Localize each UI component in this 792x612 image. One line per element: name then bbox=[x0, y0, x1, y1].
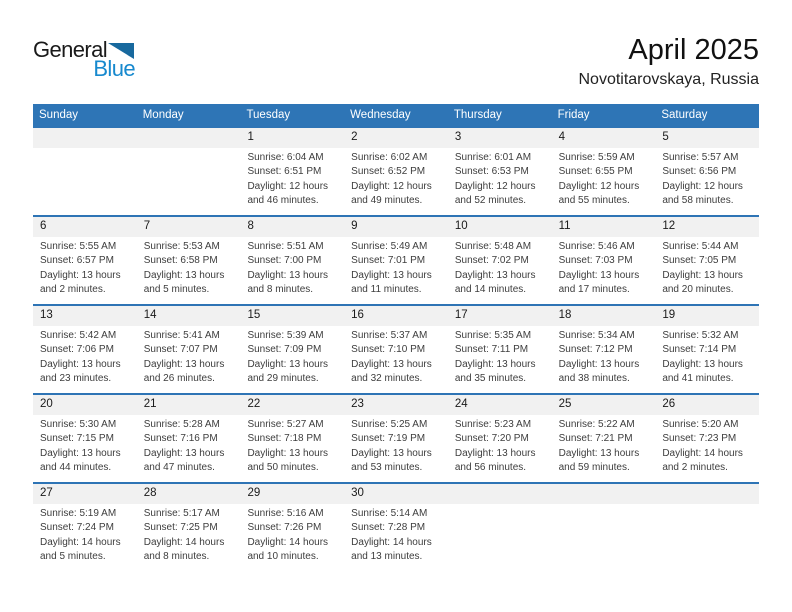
date-number: 24 bbox=[454, 398, 468, 410]
date-strip bbox=[344, 484, 448, 504]
calendar-cell-13 bbox=[33, 306, 137, 393]
daylight-text: Daylight: 13 hours and 11 minutes. bbox=[351, 269, 432, 296]
location-subtitle: Novotitarovskaya, Russia bbox=[578, 71, 759, 88]
date-number: 7 bbox=[143, 220, 151, 232]
calendar-cell-7 bbox=[137, 217, 241, 304]
daylight-text: Daylight: 13 hours and 5 minutes. bbox=[143, 269, 225, 296]
date-number: 16 bbox=[351, 309, 364, 321]
daylight-text: Daylight: 13 hours and 59 minutes. bbox=[558, 447, 640, 474]
calendar-cell-8 bbox=[240, 217, 344, 304]
daylight-text: Daylight: 14 hours and 13 minutes. bbox=[351, 536, 432, 563]
cell-body bbox=[240, 237, 344, 298]
sunrise-text: Sunrise: 5:20 AM bbox=[662, 419, 739, 430]
sunset-text: Sunset: 7:14 PM bbox=[662, 344, 737, 356]
date-strip bbox=[552, 484, 656, 504]
sunset-text: Sunset: 7:20 PM bbox=[454, 433, 529, 445]
cell-body bbox=[655, 504, 759, 507]
date-number: 27 bbox=[40, 487, 53, 499]
cell-body bbox=[137, 148, 241, 151]
sunset-text: Sunset: 7:19 PM bbox=[351, 433, 426, 445]
calendar-cell-25 bbox=[552, 395, 656, 482]
date-strip bbox=[33, 395, 137, 415]
date-strip bbox=[344, 306, 448, 326]
calendar-cell-1 bbox=[240, 128, 344, 215]
calendar-cell-5 bbox=[655, 128, 759, 215]
daylight-text: Daylight: 13 hours and 14 minutes. bbox=[454, 269, 536, 296]
daylight-text: Daylight: 12 hours and 46 minutes. bbox=[247, 180, 329, 207]
calendar-cell-10 bbox=[448, 217, 552, 304]
sunrise-text: Sunrise: 5:44 AM bbox=[662, 241, 739, 252]
daylight-text: Daylight: 14 hours and 2 minutes. bbox=[662, 447, 743, 474]
date-number: 4 bbox=[558, 131, 565, 143]
daylight-text: Daylight: 13 hours and 29 minutes. bbox=[247, 358, 329, 385]
date-strip bbox=[655, 306, 759, 326]
daylight-text: Daylight: 13 hours and 47 minutes. bbox=[143, 447, 225, 474]
cell-body bbox=[552, 504, 656, 507]
month-title: April 2025 bbox=[628, 34, 759, 66]
calendar-cell-30 bbox=[344, 484, 448, 571]
sunset-text: Sunset: 6:53 PM bbox=[454, 166, 529, 178]
date-number: 5 bbox=[662, 131, 669, 143]
calendar-cell-28 bbox=[137, 484, 241, 571]
daylight-text: Daylight: 13 hours and 38 minutes. bbox=[558, 358, 640, 385]
date-number: 30 bbox=[351, 487, 364, 499]
cell-body bbox=[655, 326, 759, 387]
calendar-cell-9 bbox=[344, 217, 448, 304]
sunset-text: Sunset: 6:57 PM bbox=[40, 255, 114, 267]
calendar-cell-empty bbox=[33, 128, 137, 215]
cell-body bbox=[137, 237, 241, 298]
date-number: 8 bbox=[247, 220, 254, 232]
calendar-cell-3 bbox=[448, 128, 552, 215]
sunset-text: Sunset: 6:56 PM bbox=[662, 166, 737, 178]
date-number: 29 bbox=[247, 487, 261, 499]
date-strip bbox=[240, 395, 344, 415]
calendar-cell-17 bbox=[448, 306, 552, 393]
cell-body bbox=[240, 148, 344, 209]
calendar-weeks bbox=[33, 126, 759, 571]
calendar-cell-26 bbox=[655, 395, 759, 482]
cell-body bbox=[655, 148, 759, 209]
cell-body bbox=[344, 148, 448, 209]
sunset-text: Sunset: 7:15 PM bbox=[40, 433, 114, 445]
date-number: 1 bbox=[247, 131, 254, 143]
date-strip bbox=[344, 217, 448, 237]
day-header-monday: Monday bbox=[142, 109, 184, 121]
daylight-text: Daylight: 12 hours and 52 minutes. bbox=[454, 180, 536, 207]
sunset-text: Sunset: 6:58 PM bbox=[143, 255, 218, 267]
cell-body bbox=[344, 415, 448, 476]
date-strip bbox=[240, 128, 344, 148]
sunrise-text: Sunrise: 5:41 AM bbox=[143, 330, 220, 341]
sunrise-text: Sunrise: 5:51 AM bbox=[247, 241, 324, 252]
date-number: 12 bbox=[662, 220, 676, 232]
sunset-text: Sunset: 6:52 PM bbox=[351, 166, 426, 178]
sunset-text: Sunset: 6:51 PM bbox=[247, 166, 322, 178]
date-number: 9 bbox=[351, 220, 358, 232]
calendar-cell-empty bbox=[655, 484, 759, 571]
cell-body bbox=[344, 504, 448, 565]
sunrise-text: Sunrise: 5:17 AM bbox=[143, 508, 220, 519]
calendar-cell-23 bbox=[344, 395, 448, 482]
sunrise-text: Sunrise: 5:23 AM bbox=[454, 419, 532, 430]
cell-body bbox=[344, 237, 448, 298]
date-strip bbox=[448, 128, 552, 148]
date-strip bbox=[33, 484, 137, 504]
cell-body bbox=[33, 326, 137, 387]
sunrise-text: Sunrise: 5:42 AM bbox=[40, 330, 117, 341]
sunset-text: Sunset: 7:23 PM bbox=[662, 433, 737, 445]
calendar-cell-24 bbox=[448, 395, 552, 482]
logo-text-blue: Blue bbox=[93, 56, 135, 81]
date-strip bbox=[552, 128, 656, 148]
date-number: 25 bbox=[558, 398, 572, 410]
cell-body bbox=[137, 326, 241, 387]
cell-body bbox=[448, 415, 552, 476]
cell-body bbox=[240, 504, 344, 565]
day-header-sunday: Sunday bbox=[39, 109, 79, 121]
date-strip bbox=[448, 395, 552, 415]
title-block bbox=[578, 34, 759, 90]
date-number: 20 bbox=[40, 398, 53, 410]
date-number: 21 bbox=[143, 398, 157, 410]
cell-body bbox=[137, 504, 241, 565]
cell-body bbox=[344, 326, 448, 387]
week-row-1 bbox=[33, 126, 759, 215]
sunrise-text: Sunrise: 5:30 AM bbox=[40, 419, 117, 430]
sunset-text: Sunset: 7:16 PM bbox=[143, 433, 218, 445]
sunrise-text: Sunrise: 6:02 AM bbox=[351, 152, 428, 163]
date-strip bbox=[552, 306, 656, 326]
sunset-text: Sunset: 7:00 PM bbox=[247, 255, 322, 267]
sunset-text: Sunset: 7:07 PM bbox=[143, 344, 218, 356]
date-strip bbox=[448, 484, 552, 504]
cell-body bbox=[33, 415, 137, 476]
date-number: 17 bbox=[454, 309, 468, 321]
day-header-thursday: Thursday bbox=[453, 109, 502, 121]
date-strip bbox=[137, 484, 241, 504]
daylight-text: Daylight: 12 hours and 58 minutes. bbox=[662, 180, 743, 207]
week-row-4 bbox=[33, 393, 759, 482]
calendar-cell-21 bbox=[137, 395, 241, 482]
calendar-cell-6 bbox=[33, 217, 137, 304]
week-row-2 bbox=[33, 215, 759, 304]
sunset-text: Sunset: 7:28 PM bbox=[351, 522, 426, 534]
date-strip bbox=[137, 217, 241, 237]
cell-body bbox=[33, 504, 137, 565]
date-strip bbox=[33, 306, 137, 326]
date-number: 18 bbox=[558, 309, 572, 321]
sunrise-text: Sunrise: 5:14 AM bbox=[351, 508, 428, 519]
date-strip bbox=[552, 395, 656, 415]
cell-body bbox=[33, 148, 137, 151]
daylight-text: Daylight: 12 hours and 55 minutes. bbox=[558, 180, 640, 207]
sunrise-text: Sunrise: 5:27 AM bbox=[247, 419, 324, 430]
sunset-text: Sunset: 7:18 PM bbox=[247, 433, 322, 445]
cell-body bbox=[655, 415, 759, 476]
cell-body bbox=[240, 326, 344, 387]
day-header-saturday: Saturday bbox=[661, 109, 708, 121]
sunset-text: Sunset: 7:12 PM bbox=[558, 344, 633, 356]
daylight-text: Daylight: 13 hours and 50 minutes. bbox=[247, 447, 329, 474]
cell-body bbox=[552, 237, 656, 298]
page-header bbox=[33, 34, 759, 90]
general-blue-logo bbox=[33, 34, 135, 79]
cell-body bbox=[33, 237, 137, 298]
calendar-cell-empty bbox=[137, 128, 241, 215]
daylight-text: Daylight: 14 hours and 8 minutes. bbox=[143, 536, 225, 563]
date-strip bbox=[137, 306, 241, 326]
sunset-text: Sunset: 7:10 PM bbox=[351, 344, 426, 356]
day-header-tuesday: Tuesday bbox=[246, 109, 291, 121]
cell-body bbox=[655, 237, 759, 298]
date-strip bbox=[655, 217, 759, 237]
date-strip bbox=[33, 128, 137, 148]
daylight-text: Daylight: 14 hours and 10 minutes. bbox=[247, 536, 329, 563]
daylight-text: Daylight: 13 hours and 26 minutes. bbox=[143, 358, 225, 385]
week-row-3 bbox=[33, 304, 759, 393]
date-strip bbox=[344, 395, 448, 415]
calendar-cell-12 bbox=[655, 217, 759, 304]
date-strip bbox=[33, 217, 137, 237]
date-strip bbox=[655, 128, 759, 148]
date-strip bbox=[137, 395, 241, 415]
date-number: 22 bbox=[247, 398, 261, 410]
date-strip bbox=[240, 484, 344, 504]
sunrise-text: Sunrise: 6:04 AM bbox=[247, 152, 324, 163]
sunrise-text: Sunrise: 5:34 AM bbox=[558, 330, 635, 341]
cell-body bbox=[552, 326, 656, 387]
sunrise-text: Sunrise: 5:37 AM bbox=[351, 330, 428, 341]
date-strip bbox=[240, 306, 344, 326]
sunrise-text: Sunrise: 5:19 AM bbox=[40, 508, 117, 519]
calendar-cell-2 bbox=[344, 128, 448, 215]
daylight-text: Daylight: 13 hours and 17 minutes. bbox=[558, 269, 640, 296]
calendar-cell-29 bbox=[240, 484, 344, 571]
sunrise-text: Sunrise: 5:39 AM bbox=[247, 330, 324, 341]
calendar-cell-16 bbox=[344, 306, 448, 393]
sunrise-text: Sunrise: 5:53 AM bbox=[143, 241, 220, 252]
daylight-text: Daylight: 13 hours and 56 minutes. bbox=[454, 447, 536, 474]
calendar-cell-19 bbox=[655, 306, 759, 393]
day-header-friday: Friday bbox=[557, 109, 590, 121]
sunset-text: Sunset: 7:24 PM bbox=[40, 522, 114, 534]
date-number: 3 bbox=[454, 131, 462, 143]
sunrise-text: Sunrise: 5:16 AM bbox=[247, 508, 324, 519]
sunrise-text: Sunrise: 5:32 AM bbox=[662, 330, 739, 341]
day-header-wednesday: Wednesday bbox=[350, 109, 411, 121]
calendar-cell-14 bbox=[137, 306, 241, 393]
sunset-text: Sunset: 7:03 PM bbox=[558, 255, 633, 267]
daylight-text: Daylight: 13 hours and 2 minutes. bbox=[40, 269, 121, 296]
cell-body bbox=[552, 415, 656, 476]
date-number: 2 bbox=[351, 131, 358, 143]
sunset-text: Sunset: 7:01 PM bbox=[351, 255, 426, 267]
sunset-text: Sunset: 6:55 PM bbox=[558, 166, 633, 178]
cell-body bbox=[448, 237, 552, 298]
sunset-text: Sunset: 7:21 PM bbox=[558, 433, 633, 445]
date-number: 15 bbox=[247, 309, 261, 321]
sunset-text: Sunset: 7:09 PM bbox=[247, 344, 322, 356]
daylight-text: Daylight: 13 hours and 8 minutes. bbox=[247, 269, 329, 296]
daylight-text: Daylight: 13 hours and 53 minutes. bbox=[351, 447, 432, 474]
daylight-text: Daylight: 13 hours and 35 minutes. bbox=[454, 358, 536, 385]
sunrise-text: Sunrise: 5:28 AM bbox=[143, 419, 220, 430]
day-header-row bbox=[33, 104, 759, 126]
sunrise-text: Sunrise: 5:49 AM bbox=[351, 241, 428, 252]
sunset-text: Sunset: 7:11 PM bbox=[454, 344, 529, 356]
week-row-5 bbox=[33, 482, 759, 571]
daylight-text: Daylight: 13 hours and 23 minutes. bbox=[40, 358, 121, 385]
calendar-cell-empty bbox=[448, 484, 552, 571]
date-strip bbox=[240, 217, 344, 237]
sunrise-text: Sunrise: 6:01 AM bbox=[454, 152, 532, 163]
daylight-text: Daylight: 13 hours and 20 minutes. bbox=[662, 269, 743, 296]
date-strip bbox=[137, 128, 241, 148]
logo-text-general: General bbox=[33, 37, 108, 62]
cell-body bbox=[448, 326, 552, 387]
date-strip bbox=[655, 395, 759, 415]
date-strip bbox=[655, 484, 759, 504]
calendar-cell-11 bbox=[552, 217, 656, 304]
calendar-cell-27 bbox=[33, 484, 137, 571]
date-number: 11 bbox=[558, 220, 571, 232]
calendar-cell-20 bbox=[33, 395, 137, 482]
sunrise-text: Sunrise: 5:46 AM bbox=[558, 241, 635, 252]
sunset-text: Sunset: 7:02 PM bbox=[454, 255, 529, 267]
date-number: 6 bbox=[40, 220, 47, 232]
date-number: 28 bbox=[143, 487, 157, 499]
date-strip bbox=[344, 128, 448, 148]
cell-body bbox=[448, 148, 552, 209]
calendar-cell-empty bbox=[552, 484, 656, 571]
calendar-table bbox=[33, 104, 759, 571]
sunset-text: Sunset: 7:05 PM bbox=[662, 255, 737, 267]
daylight-text: Daylight: 13 hours and 32 minutes. bbox=[351, 358, 432, 385]
sunset-text: Sunset: 7:06 PM bbox=[40, 344, 114, 356]
date-number: 10 bbox=[454, 220, 468, 232]
date-strip bbox=[448, 306, 552, 326]
daylight-text: Daylight: 12 hours and 49 minutes. bbox=[351, 180, 432, 207]
calendar-cell-18 bbox=[552, 306, 656, 393]
cell-body bbox=[448, 504, 552, 507]
sunset-text: Sunset: 7:26 PM bbox=[247, 522, 322, 534]
sunset-text: Sunset: 7:25 PM bbox=[143, 522, 218, 534]
date-number: 13 bbox=[40, 309, 53, 321]
date-number: 14 bbox=[143, 309, 157, 321]
sunrise-text: Sunrise: 5:57 AM bbox=[662, 152, 739, 163]
date-number: 19 bbox=[662, 309, 676, 321]
sunrise-text: Sunrise: 5:35 AM bbox=[454, 330, 532, 341]
daylight-text: Daylight: 13 hours and 44 minutes. bbox=[40, 447, 121, 474]
sunrise-text: Sunrise: 5:22 AM bbox=[558, 419, 635, 430]
calendar-cell-22 bbox=[240, 395, 344, 482]
cell-body bbox=[552, 148, 656, 209]
sunrise-text: Sunrise: 5:48 AM bbox=[454, 241, 532, 252]
cell-body bbox=[137, 415, 241, 476]
date-number: 23 bbox=[351, 398, 364, 410]
date-strip bbox=[448, 217, 552, 237]
sunrise-text: Sunrise: 5:55 AM bbox=[40, 241, 117, 252]
sunrise-text: Sunrise: 5:25 AM bbox=[351, 419, 428, 430]
daylight-text: Daylight: 13 hours and 41 minutes. bbox=[662, 358, 743, 385]
sunrise-text: Sunrise: 5:59 AM bbox=[558, 152, 635, 163]
date-strip bbox=[552, 217, 656, 237]
cell-body bbox=[240, 415, 344, 476]
daylight-text: Daylight: 14 hours and 5 minutes. bbox=[40, 536, 121, 563]
date-number: 26 bbox=[662, 398, 676, 410]
calendar-cell-4 bbox=[552, 128, 656, 215]
calendar-cell-15 bbox=[240, 306, 344, 393]
